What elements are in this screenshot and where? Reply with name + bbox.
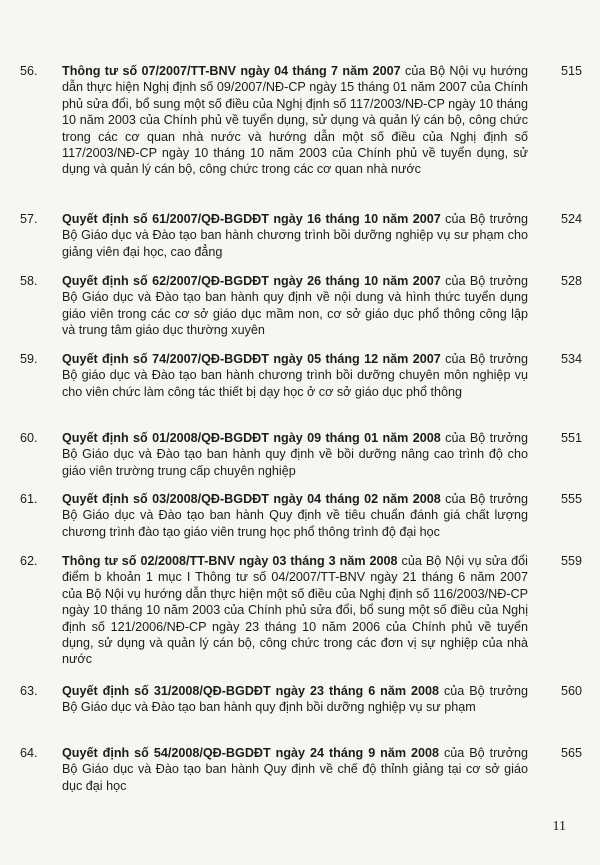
entry-number: 64. [20,746,38,760]
entry-page-number: 551 [560,431,582,445]
entry-number: 60. [20,431,38,445]
entry-body [62,63,528,178]
entry-title: Quyết định số 61/2007/QĐ-BGDĐT ngày 16 tháng 10 năm 2007 [62,212,441,226]
entry-text: của Bộ trưởng Bộ Giáo dục và Đào tạo ban hành quy định bồi dưỡng nghiệp vụ sư phạm [62,684,529,715]
entry-number: 63. [20,684,38,698]
entry-page-number: 534 [560,352,582,366]
entry-body [62,430,528,479]
page-number: 11 [552,819,566,834]
entry-body [62,491,528,540]
entry-body [62,553,528,668]
entry-number: 57. [20,212,38,226]
entry-number: 58. [20,274,38,288]
entry-title: Quyết định số 74/2007/QĐ-BGDĐT ngày 05 tháng 12 năm 2007 [62,352,441,366]
entry-text: của Bộ trưởng Bộ giáo dục và Đào tạo ban hành chương trình bồi dưỡng chuyên môn nghiệp vụ cho viên chức làm công tác thiết bị dạy học ở cơ sở giáo dục phổ thông [62,352,528,399]
entry-title: Quyết định số 31/2008/QĐ-BGDĐT ngày 23 tháng 6 năm 2008 [62,684,440,698]
entry-page-number: 559 [560,554,582,568]
entry-page-number: 515 [560,64,582,78]
entry-title: Thông tư số 07/2007/TT-BNV ngày 04 tháng 7 năm 2007 [62,64,401,78]
entry-number: 61. [20,492,38,506]
entry-page-number: 528 [560,274,582,288]
entry-page-number: 555 [560,492,582,506]
entry-title: Quyết định số 01/2008/QĐ-BGDĐT ngày 09 tháng 01 năm 2008 [62,431,441,445]
entry-page-number: 524 [560,212,582,226]
entry-body [62,745,528,794]
entry-body [62,211,528,260]
entry-body [62,351,528,400]
entry-text: của Bộ trưởng Bộ Giáo dục và Đào tạo ban hành quy định về nội dung và hình thức tuyển dụng giáo viên trong các cơ sở giáo dục mầm non, cơ sở giáo dục phổ thông công lập và trung tâm giáo dục thường xuyên [62,274,528,338]
entry-page-number: 565 [560,746,582,760]
entry-number: 59. [20,352,38,366]
entry-title: Thông tư số 02/2008/TT-BNV ngày 03 tháng 3 năm 2008 [62,554,398,568]
entry-text: của Bộ Nội vụ sửa đổi điểm b khoản 1 mục I Thông tư số 04/2007/TT-BNV ngày 21 tháng 6 năm 2007 của Bộ Nội vụ hướng dẫn thực hiện một số điều của Nghị định số 116/2003/NĐ-CP ngày 10 tháng 10 năm 2003 của Chính phủ sửa đổi, bổ sung một số điều của Nghị định số 121/2006/NĐ-CP ngày 23 tháng 10 năm 2006 của Chính phủ về tuyển dụng, sử dụng và quản lý cán bộ, công chức trong các đơn vị sự nghiệp của nhà nước [62,554,528,667]
entry-number: 56. [20,64,38,78]
entry-body [62,273,528,339]
entry-text: của Bộ trưởng Bộ Giáo dục và Đào tạo ban hành quy định về bồi dưỡng nâng cao trình độ cho giáo viên trường trung cấp chuyên nghiệp [62,431,528,478]
entry-page-number: 560 [560,684,582,698]
entry-title: Quyết định số 54/2008/QĐ-BGDĐT ngày 24 tháng 9 năm 2008 [62,746,440,760]
entry-title: Quyết định số 03/2008/QĐ-BGDĐT ngày 04 tháng 02 năm 2008 [62,492,441,506]
entry-text: của Bộ trưởng Bộ Giáo dục và Đào tạo ban hành chương trình bồi dưỡng nghiệp vụ sư phạm cho giảng viên đại học, cao đẳng [62,212,528,259]
entry-text: của Bộ trưởng Bộ Giáo dục và Đào tạo ban hành Quy định về chế độ thỉnh giảng tại cơ sở giáo dục đại học [62,746,529,793]
entry-body [62,683,528,716]
entry-title: Quyết định số 62/2007/QĐ-BGDĐT ngày 26 tháng 10 năm 2007 [62,274,441,288]
entry-text: của Bộ trưởng Bộ Giáo dục và Đào tạo ban hành Quy định về tiêu chuẩn đánh giá chất lượng chương trình đào tạo giáo viên trung học phổ thông trình độ đại học [62,492,528,539]
entry-text: của Bộ Nội vụ hướng dẫn thực hiện Nghị định số 09/2007/NĐ-CP ngày 15 tháng 01 năm 2007 của Chính phủ sửa đổi, bổ sung một số điều của Nghị định số 117/2003/NĐ-CP ngày 10 tháng 10 năm 2003 của Chính phủ về tuyển dụng, sử dụng và quản lý cán bộ, công chức trong các cơ quan nhà nước và hướng dẫn một số điều của Nghị định số 117/2003/NĐ-CP ngày 10 tháng 10 năm 2003 của Chính phủ về tuyển dụng, sử dụng và quản lý cán bộ, công chức trong các cơ quan nhà nước [62,64,529,177]
entry-number: 62. [20,554,38,568]
